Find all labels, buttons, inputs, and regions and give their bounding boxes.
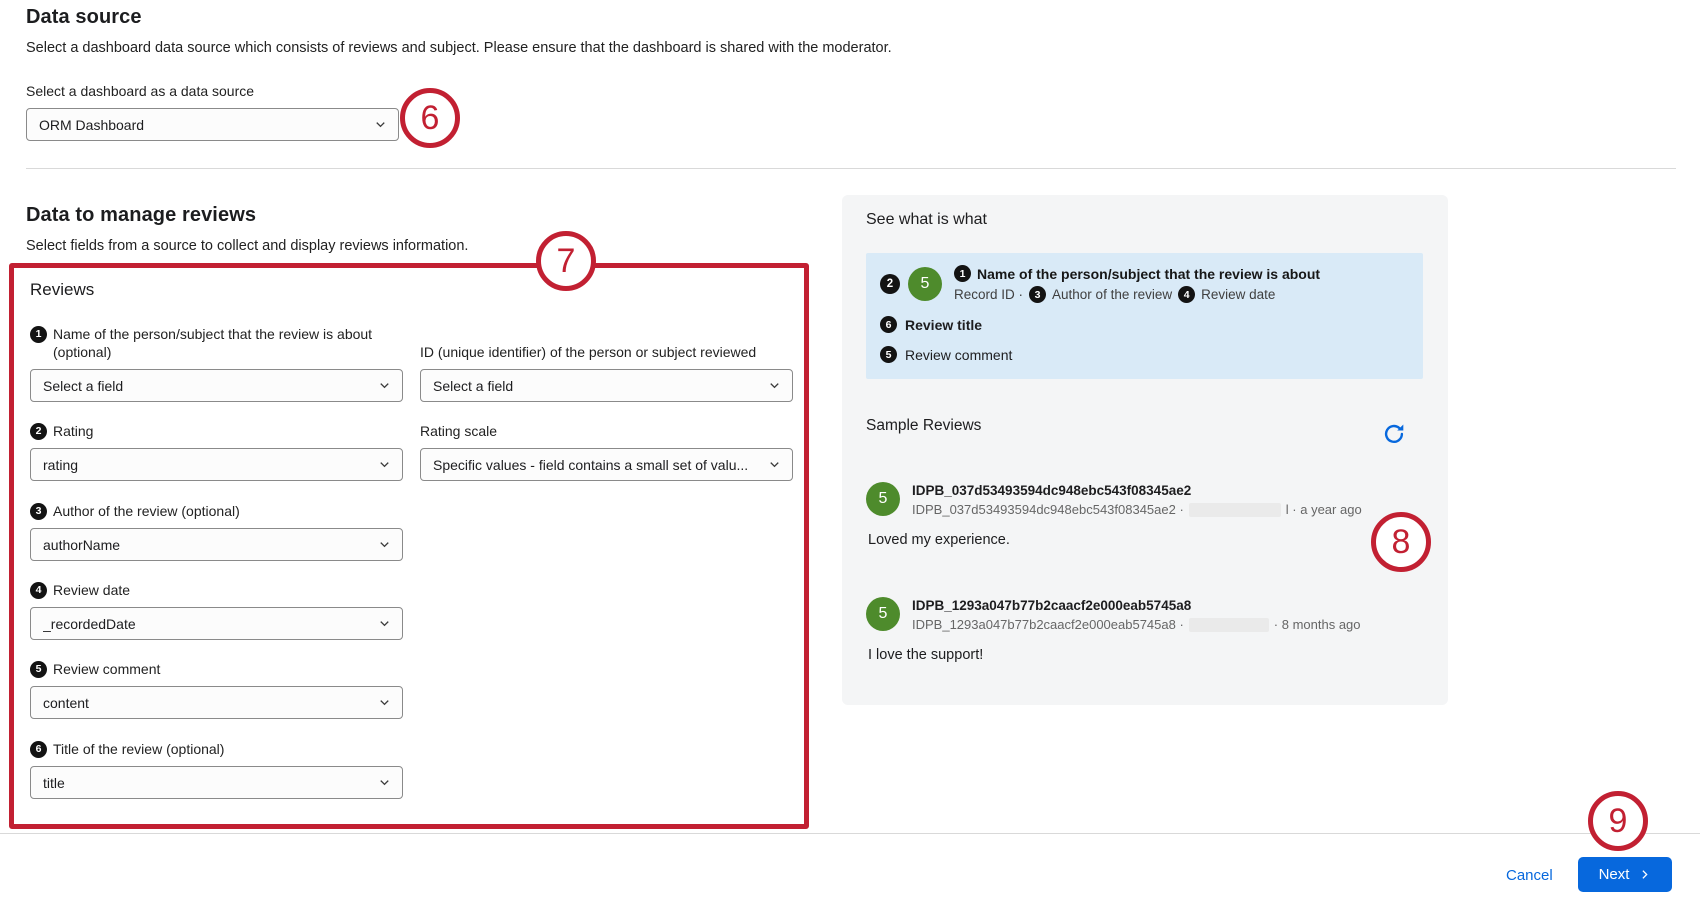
field-rating-label (30, 422, 403, 440)
legend-date-label: Review date (1201, 287, 1276, 302)
legend-title-line (880, 316, 982, 333)
review-comment-text: I love the support! (868, 647, 984, 663)
select-value: Specific values - field contains a small set of valu... (433, 456, 749, 473)
rating-select[interactable] (30, 448, 403, 481)
legend-title-label: Review title (905, 316, 983, 333)
field-label-text: Title of the review (optional) (53, 741, 225, 757)
field-label-text: Rating (53, 423, 94, 439)
review-meta-id: IDPB_1293a047b77b2caacf2e000eab5745a8 · (912, 617, 1184, 632)
field-rating-scale (420, 422, 793, 481)
data-source-title: Data source (26, 6, 142, 28)
refresh-button[interactable] (1380, 421, 1408, 449)
data-source-description: Select a dashboard data source which consists of reviews and subject. Please ensure that the dashboard is shared with the moderator. (26, 40, 892, 56)
field-subject-id-label (420, 343, 793, 361)
select-value: title (43, 774, 65, 791)
legend-meta-line (954, 286, 1320, 303)
legend-author-label: Author of the review (1052, 287, 1173, 302)
chevron-down-icon (377, 775, 392, 790)
field-review-title (30, 740, 403, 799)
field-rating (30, 422, 403, 481)
field-review-comment (30, 660, 403, 719)
legend-comment-label: Review comment (905, 346, 1013, 363)
next-button-label: Next (1598, 866, 1630, 883)
review-meta (912, 617, 1361, 632)
field-label-text: Review date (53, 582, 131, 598)
rating-scale-select[interactable] (420, 448, 793, 481)
sample-reviews-title: Sample Reviews (866, 417, 982, 434)
chevron-down-icon (767, 457, 782, 472)
field-subject-name (30, 325, 403, 402)
number-badge-5: 5 (30, 661, 47, 678)
redacted-author-blur (1189, 618, 1269, 632)
field-subject-name-label (30, 325, 403, 361)
sample-review-2 (866, 597, 1361, 632)
rating-badge: 5 (866, 597, 900, 631)
legend-name-badge: 1 (954, 265, 971, 282)
number-badge-2: 2 (30, 423, 47, 440)
number-badge-6: 6 (30, 741, 47, 758)
annotation-circle-7: 7 (536, 231, 596, 291)
field-subject-id (420, 343, 793, 402)
legend-comment-badge: 5 (880, 346, 897, 363)
review-meta-age: · 8 months ago (1273, 617, 1361, 632)
author-select[interactable] (30, 528, 403, 561)
sample-review-1 (866, 482, 1362, 517)
review-meta-age: l · a year ago (1285, 502, 1362, 517)
number-badge-1: 1 (30, 326, 47, 343)
legend-rating-row (880, 265, 1320, 303)
legend-name-line (954, 265, 1320, 282)
review-comment-select[interactable] (30, 686, 403, 719)
number-badge-3: 3 (30, 503, 47, 520)
field-review-comment-label (30, 660, 403, 678)
chevron-down-icon (377, 457, 392, 472)
reviews-section-title: Reviews (30, 280, 95, 299)
field-review-title-label (30, 740, 403, 758)
legend-rating-circle: 5 (908, 267, 942, 301)
preview-panel-title: See what is what (866, 211, 987, 228)
select-value: authorName (43, 536, 121, 553)
reviews-fields-highlight-box (9, 263, 809, 829)
number-badge-4: 4 (30, 582, 47, 599)
field-label-text: Rating scale (420, 423, 498, 439)
field-rating-scale-label (420, 422, 793, 440)
chevron-down-icon (767, 378, 782, 393)
rating-badge: 5 (866, 482, 900, 516)
chevron-down-icon (377, 695, 392, 710)
field-label-text: Author of the review (optional) (53, 503, 240, 519)
footer-divider (0, 833, 1700, 834)
annotation-circle-8: 8 (1371, 512, 1431, 572)
cancel-button[interactable]: Cancel (1506, 867, 1553, 884)
reviews-form-description: Select fields from a source to collect and display reviews information. (26, 238, 469, 254)
select-value: _recordedDate (43, 615, 136, 632)
field-author (30, 502, 403, 561)
legend-title-badge: 6 (880, 316, 897, 333)
review-meta (912, 502, 1362, 517)
dashboard-select[interactable] (26, 108, 399, 141)
chevron-down-icon (377, 378, 392, 393)
review-title: IDPB_1293a047b77b2caacf2e000eab5745a8 (912, 598, 1192, 613)
select-value: rating (43, 456, 79, 473)
dashboard-select-label: Select a dashboard as a data source (26, 83, 255, 99)
annotation-circle-9: 9 (1588, 791, 1648, 851)
subject-name-select[interactable] (30, 369, 403, 402)
refresh-icon (1381, 421, 1407, 447)
preview-panel (842, 195, 1448, 705)
review-title-select[interactable] (30, 766, 403, 799)
legend-author-badge: 3 (1029, 286, 1046, 303)
next-button[interactable] (1578, 857, 1672, 892)
chevron-down-icon (373, 117, 388, 132)
field-review-date-label (30, 581, 403, 599)
select-value: Select a field (433, 377, 514, 394)
select-value: content (43, 694, 89, 711)
subject-id-select[interactable] (420, 369, 793, 402)
select-value: Select a field (43, 377, 124, 394)
field-author-label (30, 502, 403, 520)
field-label-text: Review comment (53, 661, 161, 677)
field-review-date (30, 581, 403, 640)
redacted-author-blur (1189, 503, 1281, 517)
legend-date-badge: 4 (1178, 286, 1195, 303)
legend-record-id-label: Record ID · (954, 287, 1024, 302)
legend-comment-line (880, 346, 1012, 363)
section-divider (26, 168, 1676, 169)
field-label-text: ID (unique identifier) of the person or subject reviewed (420, 344, 757, 360)
reviews-form-title: Data to manage reviews (26, 204, 257, 226)
chevron-right-icon (1638, 868, 1651, 881)
legend-name-label: Name of the person/subject that the review is about (977, 265, 1321, 282)
legend-info-box (866, 253, 1423, 379)
dashboard-select-value: ORM Dashboard (39, 116, 145, 133)
review-date-select[interactable] (30, 607, 403, 640)
field-label-text: Name of the person/subject that the review is about (optional) (53, 326, 373, 360)
review-comment-text: Loved my experience. (868, 532, 1010, 548)
annotation-circle-6: 6 (400, 88, 460, 148)
review-meta-id: IDPB_037d53493594dc948ebc543f08345ae2 · (912, 502, 1184, 517)
chevron-down-icon (377, 537, 392, 552)
legend-rating-badge: 2 (880, 274, 900, 294)
review-title: IDPB_037d53493594dc948ebc543f08345ae2 (912, 483, 1192, 498)
chevron-down-icon (377, 616, 392, 631)
